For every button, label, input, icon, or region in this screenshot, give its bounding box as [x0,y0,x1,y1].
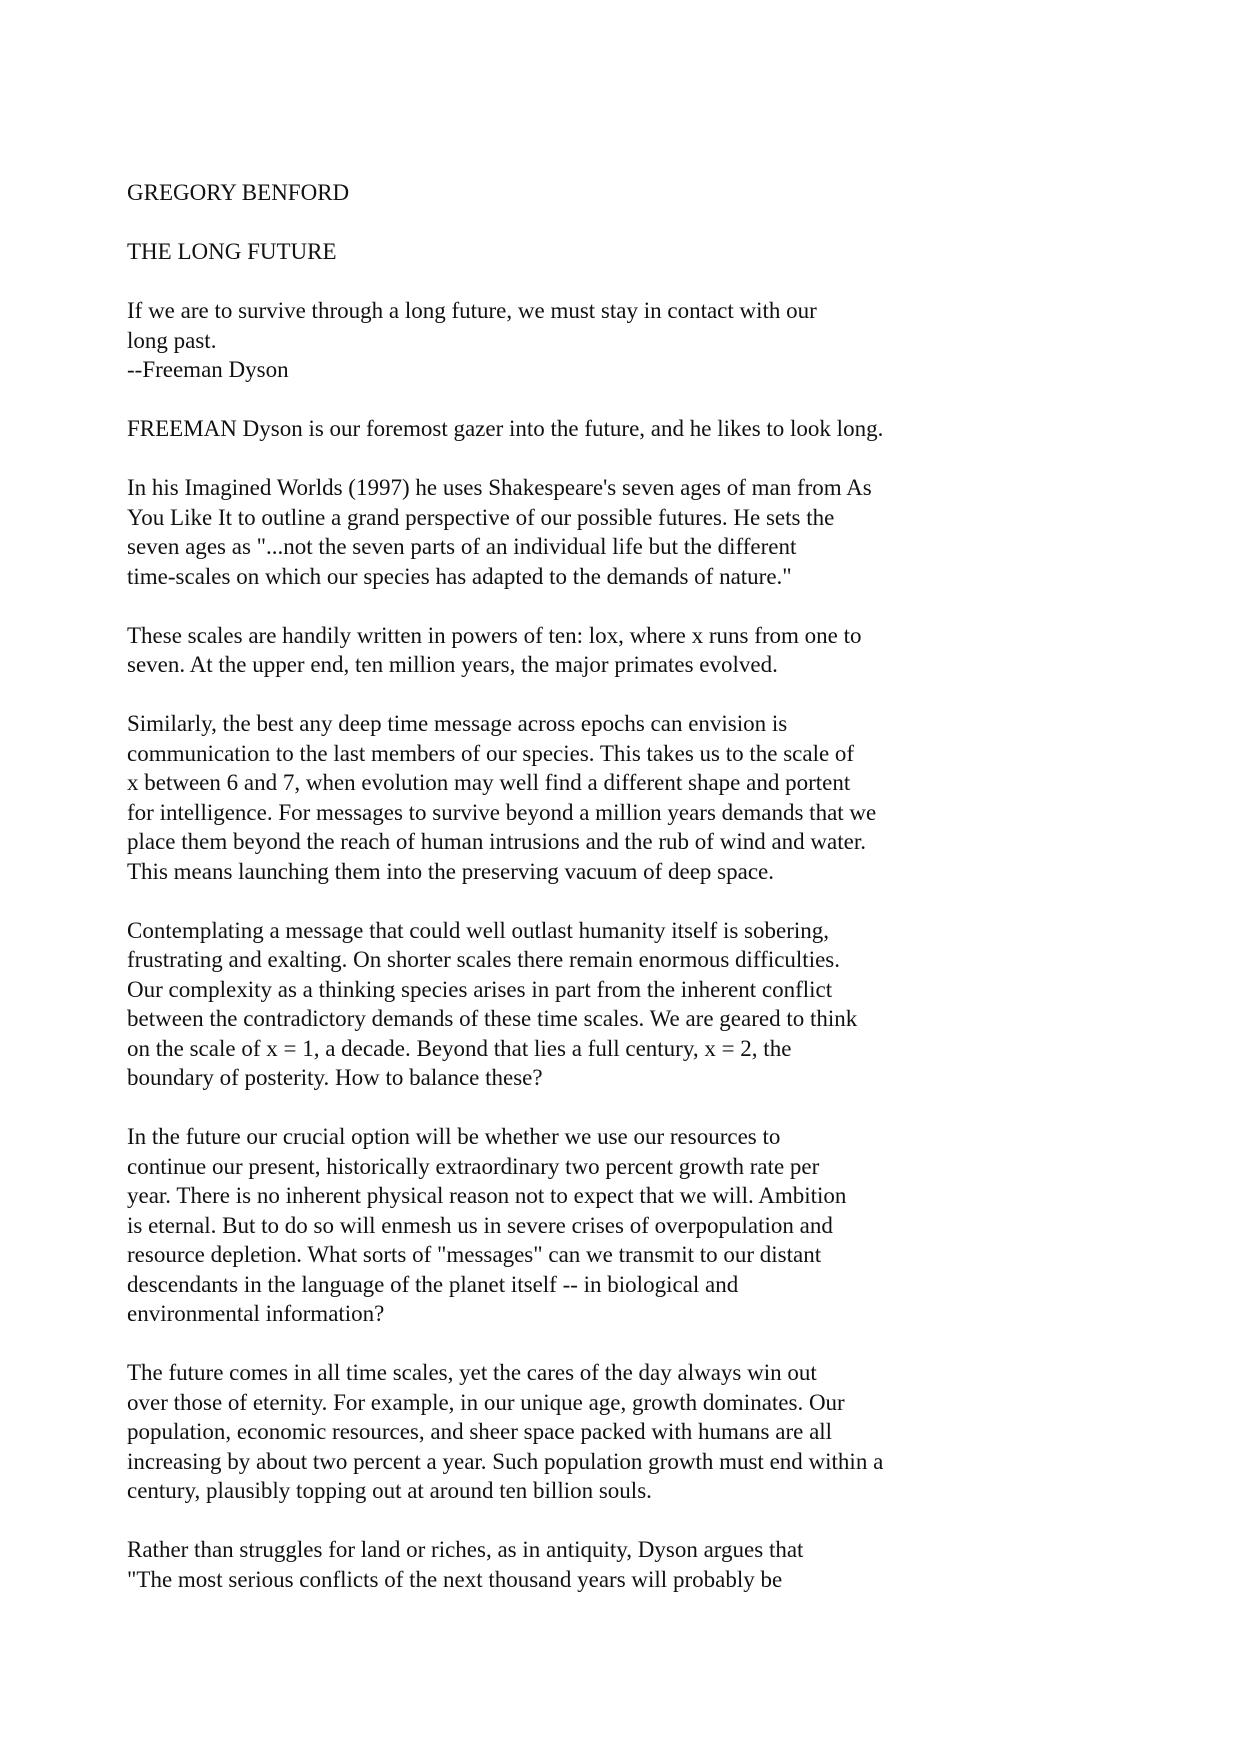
paragraph-line: Similarly, the best any deep time message across epochs can envision is [127,711,788,736]
paragraph-line: environmental information? [127,1301,385,1326]
paragraph-line: In his Imagined Worlds (1997) he uses Shakespeare's seven ages of man from As [127,475,872,500]
paragraph-line: resource depletion. What sorts of "messages" can we transmit to our distant [127,1242,822,1267]
paragraph-line: on the scale of x = 1, a decade. Beyond that lies a full century, x = 2, the [127,1035,792,1061]
author-name [127,178,927,208]
paragraph-7 [127,1358,927,1506]
author-line: GREGORY BENFORD [127,180,350,205]
paragraph-8 [127,1535,927,1594]
paragraph-line: You Like It to outline a grand perspective of our possible futures. He sets the [127,504,835,530]
paragraph-line: population, economic resources, and sheer space packed with humans are all [127,1419,833,1444]
paragraph-line: for intelligence. For messages to survive beyond a million years demands that we [127,799,877,825]
paragraph-line: descendants in the language of the planet itself -- in biological and [127,1271,739,1297]
paragraph-line: "The most serious conflicts of the next thousand years will probably be [127,1566,783,1592]
paragraph-line: over those of eternity. For example, in our unique age, growth dominates. Our [127,1389,845,1415]
title-line: THE LONG FUTURE [127,239,337,264]
paragraph-5 [127,916,927,1093]
paragraph-1 [127,414,927,444]
document-title [127,237,927,267]
paragraph-4 [127,709,927,886]
paragraph-line: is eternal. But to do so will enmesh us in severe crises of overpopulation and [127,1212,833,1238]
paragraph-line: These scales are handily written in powers of ten: lox, where x runs from one to [127,622,862,648]
paragraph-line: x between 6 and 7, when evolution may well find a different shape and portent [127,770,851,795]
paragraph-line: This means launching them into the preserving vacuum of deep space. [127,858,774,884]
epigraph-attribution: --Freeman Dyson [127,357,289,382]
paragraph-line: between the contradictory demands of these time scales. We are geared to think [127,1006,858,1031]
paragraph-2 [127,473,927,591]
paragraph-line: continue our present, historically extraordinary two percent growth rate per [127,1153,820,1179]
paragraph-line: boundary of posterity. How to balance these? [127,1065,543,1090]
paragraph-line: In the future our crucial option will be whether we use our resources to [127,1124,781,1149]
paragraph-line: FREEMAN Dyson is our foremost gazer into the future, and he likes to look long. [127,416,884,441]
document-page [127,178,927,1624]
epigraph [127,296,927,385]
paragraph-line: Rather than struggles for land or riches, as in antiquity, Dyson argues that [127,1537,804,1562]
paragraph-line: place them beyond the reach of human intrusions and the rub of wind and water. [127,829,866,854]
paragraph-line: seven ages as "...not the seven parts of an individual life but the different [127,534,797,559]
paragraph-line: increasing by about two percent a year. Such population growth must end within a [127,1448,884,1474]
paragraph-line: year. There is no inherent physical reason not to expect that we will. Ambition [127,1183,847,1208]
paragraph-line: Our complexity as a thinking species arises in part from the inherent conflict [127,976,833,1002]
paragraph-line: time-scales on which our species has adapted to the demands of nature." [127,563,792,589]
paragraph-line: Contemplating a message that could well outlast humanity itself is sobering, [127,917,830,943]
paragraph-line: frustrating and exalting. On shorter scales there remain enormous difficulties. [127,947,840,972]
paragraph-line: communication to the last members of our species. This takes us to the scale of [127,740,855,766]
epigraph-line: long past. [127,327,217,353]
paragraph-6 [127,1122,927,1329]
paragraph-line: century, plausibly topping out at around ten billion souls. [127,1478,652,1503]
paragraph-line: The future comes in all time scales, yet the cares of the day always win out [127,1360,817,1385]
paragraph-3 [127,621,927,680]
epigraph-line: If we are to survive through a long future, we must stay in contact with our [127,298,817,323]
paragraph-line: seven. At the upper end, ten million years, the major primates evolved. [127,652,778,677]
